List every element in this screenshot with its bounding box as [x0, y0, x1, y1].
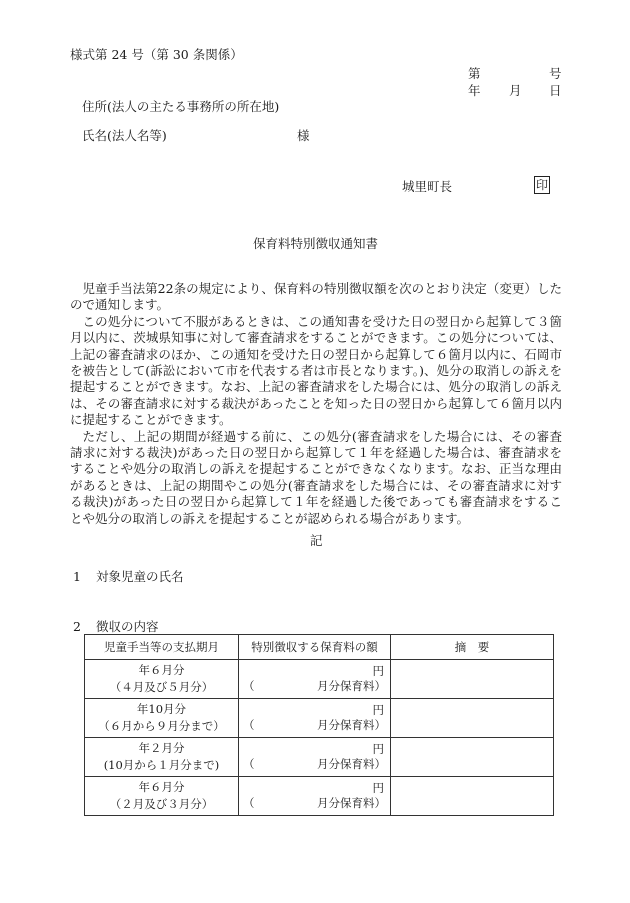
recipient-honorific: 様 [297, 128, 310, 143]
monthly-fee-label: 月分保育料） [317, 757, 386, 771]
table-header-row [85, 635, 554, 660]
doc-number-suffix: 号 [549, 66, 562, 81]
payment-period: 年６月分 [138, 780, 185, 794]
monthly-fee-label: 月分保育料） [317, 796, 386, 810]
sender-title: 城里町長 [402, 179, 453, 194]
table-row [85, 777, 554, 816]
payment-period: 年６月分 [138, 663, 185, 677]
document-title: 保育料特別徴収通知書 [253, 236, 379, 251]
payment-period: 年10月分 [136, 702, 187, 716]
yen-unit: 円 [372, 703, 384, 717]
body-paragraph: この処分について不服があるときは、この通知書を受けた日の翌日から起算して３箇月以内に、茨城県知事に対して審査請求をすることができます。この処分については、上記の審査請求のほか、この通知を受けた日の翌日から起算して６箇月以内に、石岡市を被告として(訴訟において市を代表する者は市長となります。)、処分の取消しの訴えを提起することができます。なお、上記の審査請求をした場合には、処分の取消しの訴えは、その審査請求に対する裁決があったことを知った日の翌日から起算して６箇月以内に提起することができます。 [70, 313, 562, 428]
seal-stamp: 印 [535, 178, 548, 192]
covered-months: （２月及び３月分） [109, 797, 214, 811]
covered-months: （４月及び５月分） [109, 680, 214, 694]
remarks-cell [391, 660, 554, 699]
notice-body [70, 281, 562, 527]
form-label: 様式第 24 号（第 30 条関係） [70, 47, 243, 62]
header-remarks: 摘 要 [391, 635, 554, 660]
ki-heading: 記 [310, 533, 323, 548]
section2-number: 2 [73, 619, 81, 634]
open-paren: （ [243, 679, 255, 693]
recipient-address-label: 住所(法人の主たる事務所の所在地) [82, 99, 280, 114]
date-month: 月 [509, 83, 522, 98]
remarks-cell [391, 777, 554, 816]
table-row [85, 660, 554, 699]
body-paragraph: ただし、上記の期間が経過する前に、この処分(審査請求をした場合には、その審査請求に対する裁決)があった日の翌日から起算して１年を経過した場合は、審査請求をすることや処分の取消しの訴えを提起することができなくなります。なお、正当な理由があるときは、上記の期間やこの処分(審査請求をした場合には、その審査請求に対する裁決)があった日の翌日から起算して１年を経過した後であっても審査請求をすることや処分の取消しの訴えを提起することが認められる場合があります。 [70, 428, 562, 526]
remarks-cell [391, 738, 554, 777]
amount-cell [239, 738, 391, 777]
payment-period-cell [85, 738, 239, 777]
yen-unit: 円 [372, 664, 384, 678]
date-day: 日 [549, 83, 562, 98]
covered-months: （６月から９月分まで） [98, 719, 225, 733]
payment-period: 年２月分 [138, 741, 185, 755]
open-paren: （ [243, 718, 255, 732]
payment-period-cell [85, 777, 239, 816]
payment-period-cell [85, 660, 239, 699]
amount-cell [239, 777, 391, 816]
table-row [85, 738, 554, 777]
table-row [85, 699, 554, 738]
remarks-cell [391, 699, 554, 738]
section2-label: 徴収の内容 [96, 619, 159, 634]
body-paragraph: 児童手当法第22条の規定により、保育料の特別徴収額を次のとおり決定（変更）したので通知します。 [70, 281, 562, 313]
covered-months: (10月から１月分まで) [103, 758, 220, 772]
doc-number-prefix: 第 [468, 66, 481, 81]
section1-number: 1 [73, 569, 81, 584]
yen-unit: 円 [372, 781, 384, 795]
header-payment-month: 児童手当等の支払期月 [85, 635, 239, 660]
date-year: 年 [468, 83, 481, 98]
yen-unit: 円 [372, 742, 384, 756]
collection-table [84, 634, 554, 816]
monthly-fee-label: 月分保育料） [317, 679, 386, 693]
open-paren: （ [243, 757, 255, 771]
open-paren: （ [243, 796, 255, 810]
monthly-fee-label: 月分保育料） [317, 718, 386, 732]
amount-cell [239, 699, 391, 738]
payment-period-cell [85, 699, 239, 738]
section1-label: 対象児童の氏名 [96, 569, 184, 584]
header-fee-amount: 特別徴収する保育料の額 [239, 635, 391, 660]
recipient-name-label: 氏名(法人名等) [82, 128, 167, 143]
amount-cell [239, 660, 391, 699]
